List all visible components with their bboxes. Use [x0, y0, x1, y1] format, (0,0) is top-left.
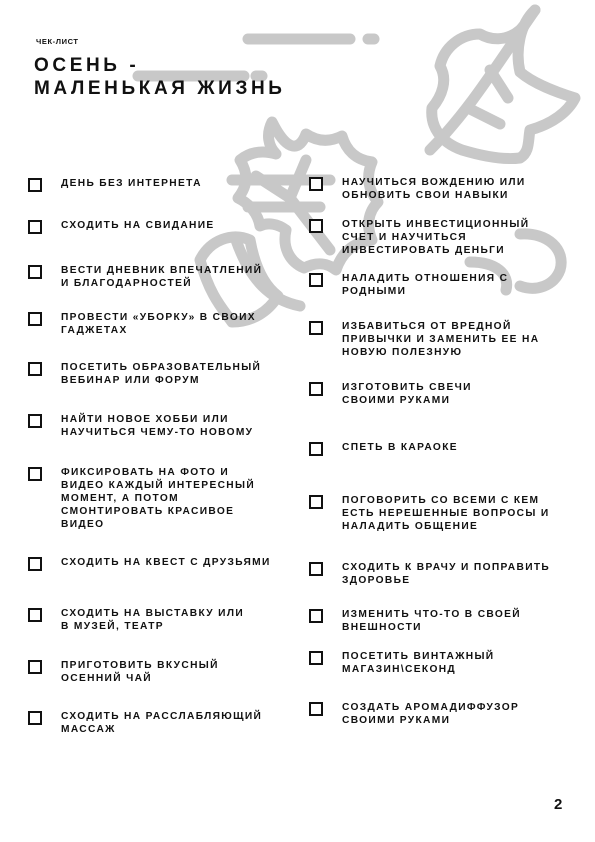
checklist-item-label: ВЕСТИ ДНЕВНИК ВПЕЧАТЛЕНИЙ И БЛАГОДАРНОСТЕЙ: [61, 265, 263, 289]
checklist-item[interactable]: [28, 659, 219, 685]
checklist-item[interactable]: [309, 608, 521, 634]
checklist-item-label: СХОДИТЬ НА СВИДАНИЕ: [61, 220, 215, 231]
page-number: 2: [554, 796, 563, 813]
checklist-item[interactable]: [28, 177, 202, 192]
checklist-item-label: ПОСЕТИТЬ ОБРАЗОВАТЕЛЬНЫЙ ВЕБИНАР ИЛИ ФОРУМ: [61, 362, 262, 386]
checklist-item-label: СПЕТЬ В КАРАОКЕ: [342, 442, 458, 453]
checklist-item[interactable]: [309, 176, 526, 202]
checkbox[interactable]: [309, 382, 323, 396]
checklist-item-label: ПРИГОТОВИТЬ ВКУСНЫЙ ОСЕННИЙ ЧАЙ: [61, 660, 219, 684]
checklist-item[interactable]: [28, 219, 215, 234]
oak-leaf-icon: [430, 10, 575, 159]
checklist-item[interactable]: [309, 494, 550, 533]
title-line-1: ОСЕНЬ -: [34, 55, 140, 76]
checkbox[interactable]: [309, 177, 323, 191]
checklist-item[interactable]: [309, 650, 494, 676]
checkbox[interactable]: [28, 711, 42, 725]
checklist-kicker: ЧЕК-ЛИСТ: [36, 37, 79, 46]
checkbox[interactable]: [28, 220, 42, 234]
checklist-item-label: ПОГОВОРИТЬ СО ВСЕМИ С КЕМ ЕСТЬ НЕРЕШЕННЫЕ ВОПРОСЫ И НАЛАДИТЬ ОБЩЕНИЕ: [342, 495, 550, 532]
checklist-item[interactable]: [28, 607, 244, 633]
checklist-item[interactable]: [28, 264, 262, 290]
checklist-item-label: ПРОВЕСТИ «УБОРКУ» В СВОИХ ГАДЖЕТАХ: [61, 312, 256, 336]
checkbox[interactable]: [28, 414, 42, 428]
checklist-item-label: ИЗГОТОВИТЬ СВЕЧИ СВОИМИ РУКАМИ: [342, 382, 472, 406]
checkbox[interactable]: [309, 442, 323, 456]
checklist-item[interactable]: [28, 361, 261, 387]
checkbox[interactable]: [28, 362, 42, 376]
checklist-item[interactable]: [309, 441, 458, 456]
checklist-item-label: ОТКРЫТЬ ИНВЕСТИЦИОННЫЙ СЧЕТ И НАУЧИТЬСЯ ИНВЕСТИРОВАТЬ ДЕНЬГИ: [342, 219, 530, 256]
checklist-item-label: ФИКСИРОВАТЬ НА ФОТО И ВИДЕО КАЖДЫЙ ИНТЕРЕСНЫЙ МОМЕНТ, А ПОТОМ СМОНТИРОВАТЬ КРАСИВОЕ ВИДЕО: [61, 467, 256, 530]
checklist-item[interactable]: [28, 710, 262, 736]
checklist-item-label: ДЕНЬ БЕЗ ИНТЕРНЕТА: [61, 178, 202, 189]
checkbox[interactable]: [309, 702, 323, 716]
checklist-item[interactable]: [309, 381, 472, 407]
checkbox[interactable]: [309, 219, 323, 233]
checklist-item[interactable]: [309, 561, 550, 587]
checklist-item-label: ПОСЕТИТЬ ВИНТАЖНЫЙ МАГАЗИН\СЕКОНД: [342, 651, 495, 675]
checklist-item-label: НАЛАДИТЬ ОТНОШЕНИЯ С РОДНЫМИ: [342, 273, 509, 297]
checklist-item-label: СХОДИТЬ НА КВЕСТ С ДРУЗЬЯМИ: [61, 557, 271, 568]
checklist-item-label: ИЗБАВИТЬСЯ ОТ ВРЕДНОЙ ПРИВЫЧКИ И ЗАМЕНИТЬ ЕЕ НА НОВУЮ ПОЛЕЗНУЮ: [342, 321, 540, 358]
checkbox[interactable]: [28, 178, 42, 192]
checklist-item[interactable]: [28, 311, 256, 337]
checklist-item[interactable]: [309, 701, 519, 727]
title-line-2: МАЛЕНЬКАЯ ЖИЗНЬ: [34, 78, 286, 99]
checklist-item[interactable]: [28, 466, 255, 531]
checklist-item-label: СХОДИТЬ НА ВЫСТАВКУ ИЛИ В МУЗЕЙ, ТЕАТР: [61, 608, 244, 632]
checkbox[interactable]: [309, 495, 323, 509]
checkbox[interactable]: [309, 609, 323, 623]
checklist-item[interactable]: [28, 556, 271, 571]
checkbox[interactable]: [309, 321, 323, 335]
checkbox[interactable]: [309, 651, 323, 665]
checkbox[interactable]: [309, 562, 323, 576]
checklist-item-label: СХОДИТЬ К ВРАЧУ И ПОПРАВИТЬ ЗДОРОВЬЕ: [342, 562, 551, 586]
checklist-item[interactable]: [309, 218, 529, 257]
checklist-item[interactable]: [309, 272, 508, 298]
checklist-item-label: НАЙТИ НОВОЕ ХОББИ ИЛИ НАУЧИТЬСЯ ЧЕМУ-ТО НОВОМУ: [61, 414, 254, 438]
checkbox[interactable]: [309, 273, 323, 287]
checklist-item-label: СХОДИТЬ НА РАССЛАБЛЯЮЩИЙ МАССАЖ: [61, 711, 263, 735]
page-title: [34, 54, 286, 100]
checkbox[interactable]: [28, 660, 42, 674]
checklist-item[interactable]: [28, 413, 253, 439]
checklist-item-label: НАУЧИТЬСЯ ВОЖДЕНИЮ ИЛИ ОБНОВИТЬ СВОИ НАВЫКИ: [342, 177, 526, 201]
checklist-item-label: СОЗДАТЬ АРОМАДИФФУЗОР СВОИМИ РУКАМИ: [342, 702, 520, 726]
checkbox[interactable]: [28, 608, 42, 622]
checkbox[interactable]: [28, 557, 42, 571]
checklist-item[interactable]: [309, 320, 539, 359]
checklist-item-label: ИЗМЕНИТЬ ЧТО-ТО В СВОЕЙ ВНЕШНОСТИ: [342, 609, 521, 633]
checkbox[interactable]: [28, 467, 42, 481]
checkbox[interactable]: [28, 312, 42, 326]
checkbox[interactable]: [28, 265, 42, 279]
